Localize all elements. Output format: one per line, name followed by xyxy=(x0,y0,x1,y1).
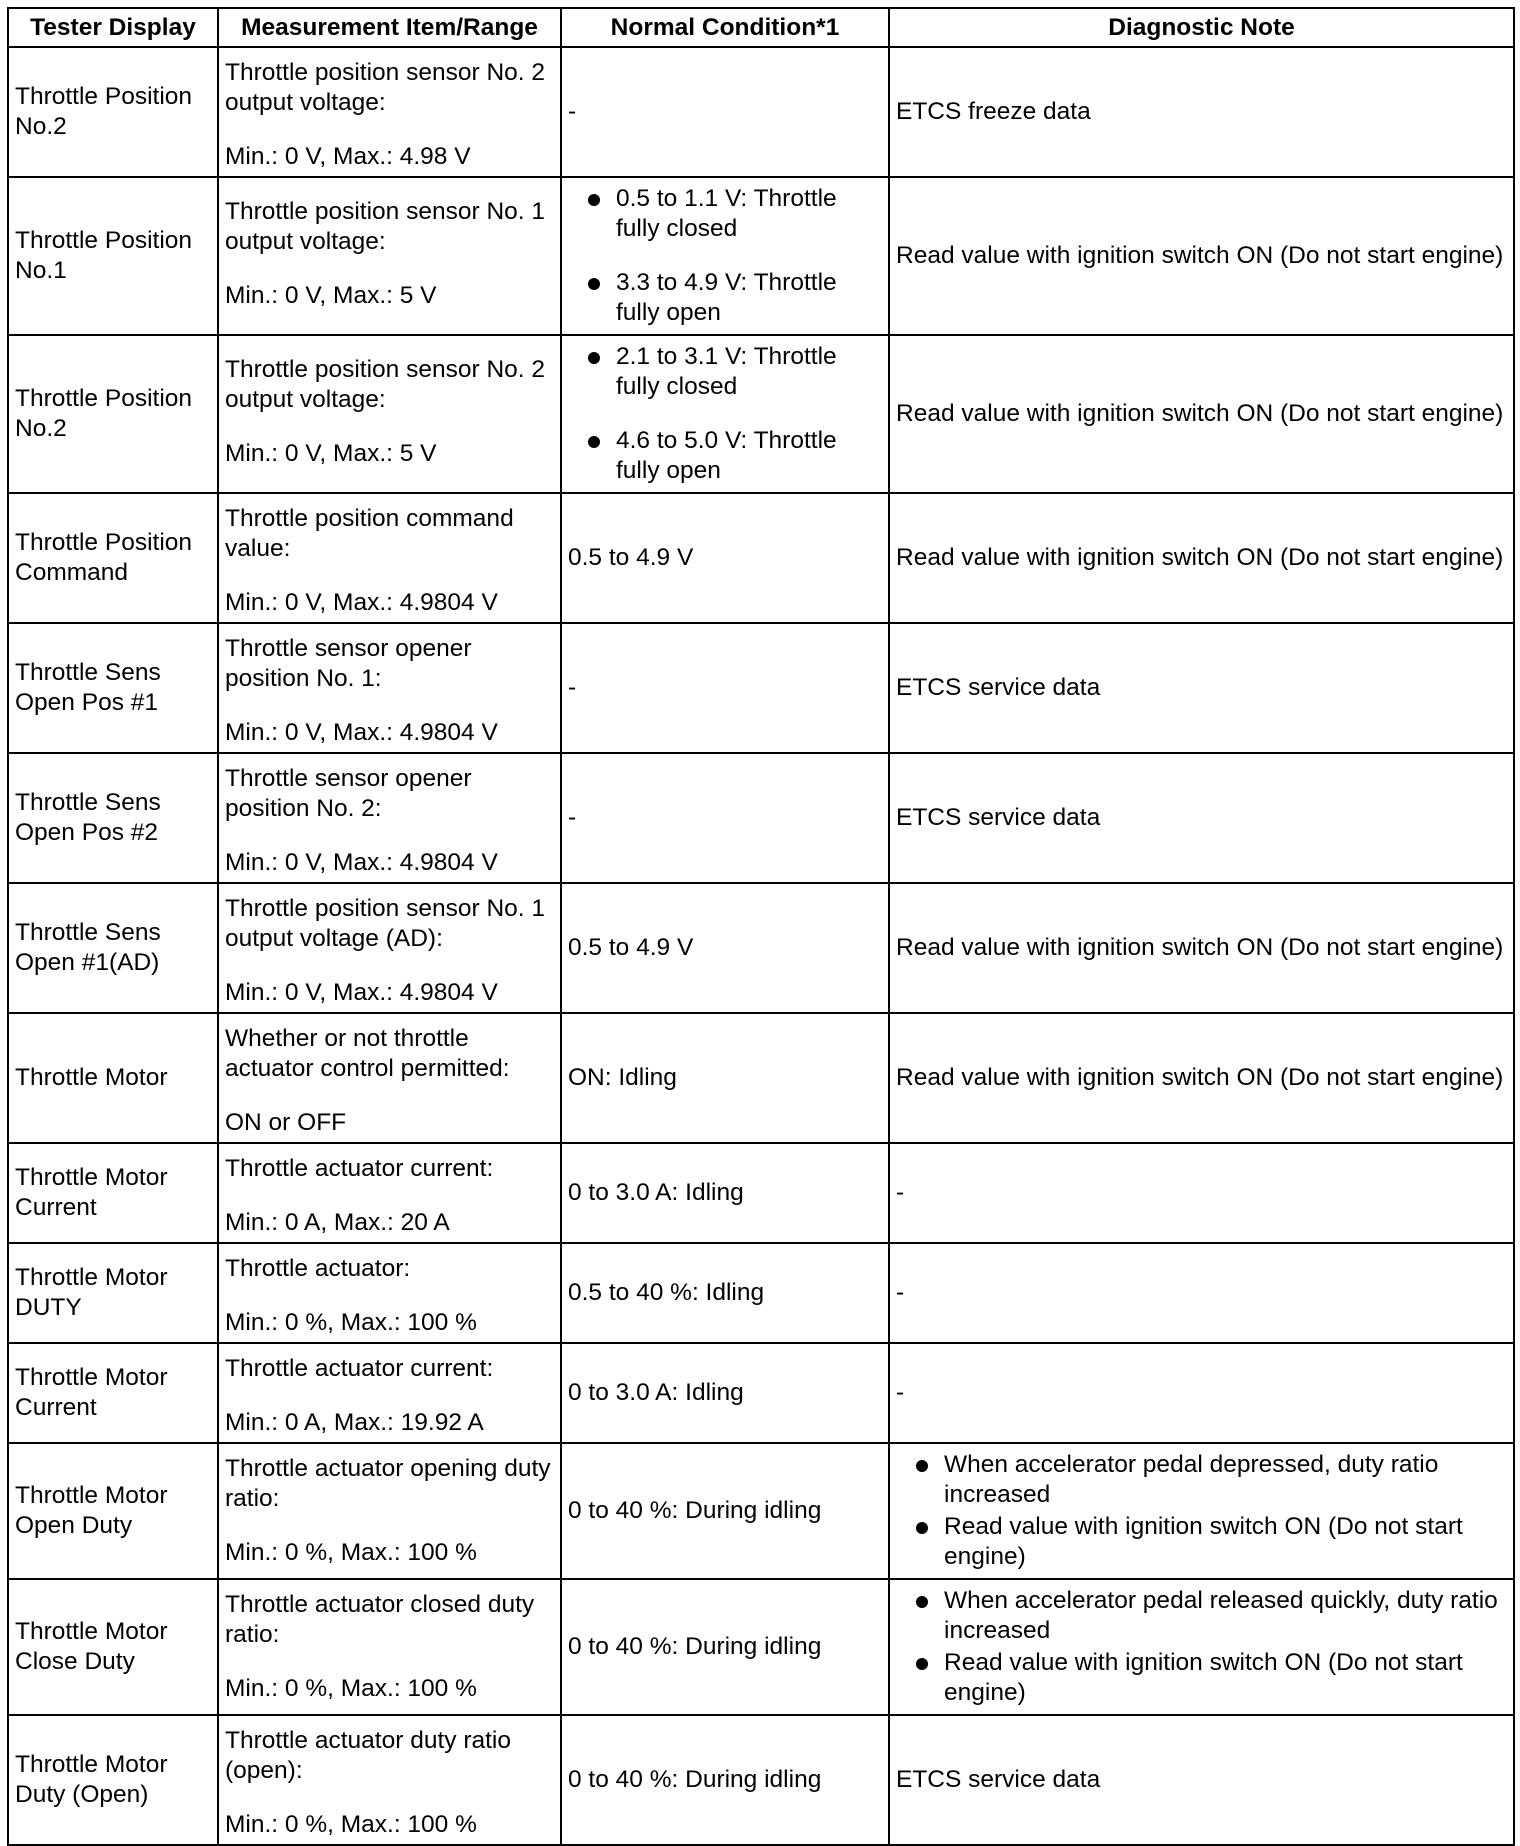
tester-display-cell: Throttle Sens Open Pos #1 xyxy=(8,623,218,753)
normal-condition-cell: 0.5 to 4.9 V xyxy=(561,493,889,623)
measurement-range: Min.: 0 V, Max.: 4.9804 V xyxy=(225,719,498,746)
header-measurement-item-range: Measurement Item/Range xyxy=(218,8,561,47)
measurement-item: Throttle actuator opening duty ratio: xyxy=(225,1455,551,1512)
measurement-item: Throttle actuator current: xyxy=(225,1155,494,1182)
measurement-range: Min.: 0 A, Max.: 20 A xyxy=(225,1209,450,1236)
measurement-item: Throttle position sensor No. 1 output voltage (AD): xyxy=(225,895,546,952)
normal-condition-cell: 0 to 3.0 A: Idling xyxy=(561,1343,889,1443)
normal-condition-cell xyxy=(561,177,889,335)
table-row xyxy=(8,1013,1514,1143)
tester-display-cell: Throttle Motor Open Duty xyxy=(8,1443,218,1579)
measurement-cell xyxy=(218,47,561,177)
normal-condition-list xyxy=(568,342,882,486)
normal-condition-cell: - xyxy=(561,47,889,177)
measurement-range: Min.: 0 V, Max.: 4.9804 V xyxy=(225,849,498,876)
diagnostic-note-cell: ETCS service data xyxy=(889,753,1514,883)
table-row xyxy=(8,47,1514,177)
data-list-table xyxy=(7,7,1515,1846)
normal-condition-bullet: 3.3 to 4.9 V: Throttle fully open xyxy=(568,268,882,328)
normal-condition-cell: 0.5 to 4.9 V xyxy=(561,883,889,1013)
normal-condition-cell: 0 to 3.0 A: Idling xyxy=(561,1143,889,1243)
measurement-cell xyxy=(218,1443,561,1579)
measurement-cell xyxy=(218,753,561,883)
measurement-item: Throttle actuator duty ratio (open): xyxy=(225,1727,511,1784)
normal-condition-cell: - xyxy=(561,753,889,883)
normal-condition-list xyxy=(568,184,882,328)
tester-display-cell: Throttle Sens Open #1(AD) xyxy=(8,883,218,1013)
normal-condition-cell: 0 to 40 %: During idling xyxy=(561,1715,889,1845)
diagnostic-note-cell: Read value with ignition switch ON (Do not start engine) xyxy=(889,1013,1514,1143)
table-header-row xyxy=(8,8,1514,47)
measurement-range: ON or OFF xyxy=(225,1109,347,1136)
diagnostic-note-cell: Read value with ignition switch ON (Do not start engine) xyxy=(889,335,1514,493)
diagnostic-note-cell: Read value with ignition switch ON (Do not start engine) xyxy=(889,883,1514,1013)
diagnostic-note-cell: Read value with ignition switch ON (Do not start engine) xyxy=(889,177,1514,335)
tester-display-cell: Throttle Motor xyxy=(8,1013,218,1143)
measurement-range: Min.: 0 V, Max.: 4.98 V xyxy=(225,143,471,170)
tester-display-cell: Throttle Motor Current xyxy=(8,1343,218,1443)
measurement-range: Min.: 0 V, Max.: 5 V xyxy=(225,440,437,467)
tester-display-cell: Throttle Motor Current xyxy=(8,1143,218,1243)
header-tester-display: Tester Display xyxy=(8,8,218,47)
tester-display-cell: Throttle Motor Duty (Open) xyxy=(8,1715,218,1845)
measurement-item: Throttle actuator current: xyxy=(225,1355,494,1382)
measurement-item: Throttle sensor opener position No. 1: xyxy=(225,635,472,692)
diagnostic-note-cell: ETCS service data xyxy=(889,623,1514,753)
normal-condition-cell: 0 to 40 %: During idling xyxy=(561,1443,889,1579)
measurement-cell xyxy=(218,1715,561,1845)
normal-condition-cell: 0 to 40 %: During idling xyxy=(561,1579,889,1715)
measurement-range: Min.: 0 %, Max.: 100 % xyxy=(225,1811,477,1838)
table-row xyxy=(8,1443,1514,1579)
diagnostic-note-cell xyxy=(889,1443,1514,1579)
measurement-range: Min.: 0 %, Max.: 100 % xyxy=(225,1675,477,1702)
diagnostic-note-cell: Read value with ignition switch ON (Do not start engine) xyxy=(889,493,1514,623)
diagnostic-note-list xyxy=(896,1450,1507,1572)
normal-condition-cell: 0.5 to 40 %: Idling xyxy=(561,1243,889,1343)
measurement-range: Min.: 0 V, Max.: 4.9804 V xyxy=(225,589,498,616)
measurement-cell xyxy=(218,1013,561,1143)
normal-condition-bullet: 4.6 to 5.0 V: Throttle fully open xyxy=(568,426,882,486)
tester-display-cell: Throttle Position Command xyxy=(8,493,218,623)
measurement-range: Min.: 0 A, Max.: 19.92 A xyxy=(225,1409,484,1436)
diagnostic-note-bullet: When accelerator pedal released quickly, duty ratio increased xyxy=(896,1586,1507,1646)
table-row xyxy=(8,1243,1514,1343)
measurement-cell xyxy=(218,493,561,623)
measurement-range: Min.: 0 %, Max.: 100 % xyxy=(225,1309,477,1336)
measurement-cell xyxy=(218,1579,561,1715)
diagnostic-note-cell: ETCS service data xyxy=(889,1715,1514,1845)
measurement-cell xyxy=(218,1143,561,1243)
table-row xyxy=(8,883,1514,1013)
measurement-item: Throttle position sensor No. 2 output voltage: xyxy=(225,356,546,413)
measurement-item: Throttle position command value: xyxy=(225,505,514,562)
measurement-cell xyxy=(218,177,561,335)
diagnostic-note-cell: - xyxy=(889,1143,1514,1243)
measurement-item: Throttle position sensor No. 1 output voltage: xyxy=(225,198,546,255)
measurement-cell xyxy=(218,1343,561,1443)
tester-display-cell: Throttle Position No.2 xyxy=(8,335,218,493)
tester-display-cell: Throttle Position No.1 xyxy=(8,177,218,335)
diagnostic-note-bullet: Read value with ignition switch ON (Do not start engine) xyxy=(896,1512,1507,1572)
table-row xyxy=(8,493,1514,623)
measurement-range: Min.: 0 %, Max.: 100 % xyxy=(225,1539,477,1566)
diagnostic-note-cell: - xyxy=(889,1243,1514,1343)
measurement-cell xyxy=(218,883,561,1013)
header-diagnostic-note: Diagnostic Note xyxy=(889,8,1514,47)
diagnostic-note-bullet: Read value with ignition switch ON (Do not start engine) xyxy=(896,1648,1507,1708)
measurement-cell xyxy=(218,335,561,493)
measurement-cell xyxy=(218,623,561,753)
tester-display-cell: Throttle Motor Close Duty xyxy=(8,1579,218,1715)
diagnostic-note-cell: ETCS freeze data xyxy=(889,47,1514,177)
measurement-range: Min.: 0 V, Max.: 5 V xyxy=(225,282,437,309)
tester-display-cell: Throttle Position No.2 xyxy=(8,47,218,177)
tester-display-cell: Throttle Sens Open Pos #2 xyxy=(8,753,218,883)
normal-condition-bullet: 2.1 to 3.1 V: Throttle fully closed xyxy=(568,342,882,402)
table-row xyxy=(8,1579,1514,1715)
measurement-item: Throttle sensor opener position No. 2: xyxy=(225,765,472,822)
diagnostic-note-bullet: When accelerator pedal depressed, duty ratio increased xyxy=(896,1450,1507,1510)
measurement-item: Whether or not throttle actuator control permitted: xyxy=(225,1025,510,1082)
normal-condition-cell: - xyxy=(561,623,889,753)
measurement-item: Throttle actuator closed duty ratio: xyxy=(225,1591,535,1648)
table-row xyxy=(8,1143,1514,1243)
header-normal-condition: Normal Condition*1 xyxy=(561,8,889,47)
diagnostic-note-list xyxy=(896,1586,1507,1708)
measurement-range: Min.: 0 V, Max.: 4.9804 V xyxy=(225,979,498,1006)
diagnostic-note-cell: - xyxy=(889,1343,1514,1443)
table-row xyxy=(8,753,1514,883)
tester-display-cell: Throttle Motor DUTY xyxy=(8,1243,218,1343)
table-row xyxy=(8,1343,1514,1443)
normal-condition-cell: ON: Idling xyxy=(561,1013,889,1143)
normal-condition-cell xyxy=(561,335,889,493)
table-row xyxy=(8,623,1514,753)
diagnostic-note-cell xyxy=(889,1579,1514,1715)
measurement-item: Throttle actuator: xyxy=(225,1255,411,1282)
measurement-item: Throttle position sensor No. 2 output voltage: xyxy=(225,59,546,116)
table-row xyxy=(8,1715,1514,1845)
table-row xyxy=(8,177,1514,335)
normal-condition-bullet: 0.5 to 1.1 V: Throttle fully closed xyxy=(568,184,882,244)
measurement-cell xyxy=(218,1243,561,1343)
table-row xyxy=(8,335,1514,493)
